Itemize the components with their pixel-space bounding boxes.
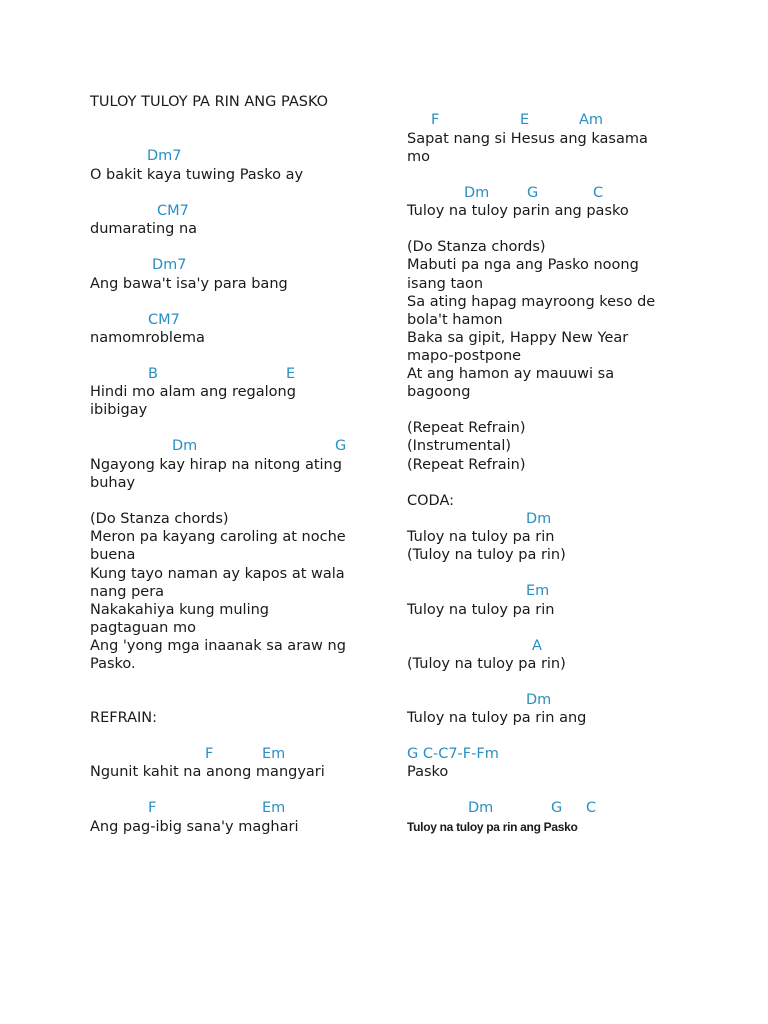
chord: Dm: [526, 692, 552, 708]
chord: G: [527, 185, 539, 201]
chord: Em: [262, 746, 286, 762]
chord: F: [431, 112, 440, 128]
lyric-line: O bakit kaya tuwing Pasko ay: [90, 167, 304, 183]
lyric-line: Sapat nang si Hesus ang kasama: [407, 131, 648, 147]
final-lyric-line: Tuloy na tuloy pa rin ang Pasko: [407, 820, 578, 834]
chord: F: [205, 746, 214, 762]
chord: Em: [262, 800, 286, 816]
chord: E: [286, 366, 296, 382]
chord: A: [532, 638, 542, 654]
chord: Dm7: [147, 148, 182, 164]
lyric-line: Ang bawa't isa'y para bang: [90, 276, 288, 292]
lyric-line: Sa ating hapag mayroong keso de: [407, 294, 656, 310]
chord: CM7: [157, 203, 189, 219]
chord: Dm7: [152, 257, 187, 273]
lyric-line: At ang hamon ay mauuwi sa: [407, 366, 615, 382]
chord: C: [593, 185, 604, 201]
chord: G C-C7-F-Fm: [407, 746, 499, 762]
direction-note: (Instrumental): [407, 438, 512, 454]
lyric-line: buena: [90, 547, 136, 563]
lyric-line: bagoong: [407, 384, 471, 400]
coda-label: CODA:: [407, 493, 454, 509]
lyric-line: buhay: [90, 475, 136, 491]
lyric-line: Tuloy na tuloy pa rin ang: [407, 710, 587, 726]
chord: Am: [579, 112, 604, 128]
chord: C: [586, 800, 597, 816]
chord: F: [148, 800, 157, 816]
lyric-line: Ngunit kahit na anong mangyari: [90, 764, 325, 780]
stanza-note: (Do Stanza chords): [407, 239, 546, 255]
chord: Dm: [172, 438, 198, 454]
lyric-line: Ang 'yong mga inaanak sa araw ng: [90, 638, 346, 654]
chord: Dm: [468, 800, 494, 816]
direction-note: (Repeat Refrain): [407, 420, 526, 436]
lyric-line: mo: [407, 149, 430, 165]
lyric-line: bola't hamon: [407, 312, 503, 328]
lyric-line: Ngayong kay hirap na nitong ating: [90, 457, 342, 473]
song-title: TULOY TULOY PA RIN ANG PASKO: [90, 94, 329, 110]
stanza-note: (Do Stanza chords): [90, 511, 229, 527]
chord: CM7: [148, 312, 180, 328]
direction-note: (Repeat Refrain): [407, 457, 526, 473]
lyric-line: Baka sa gipit, Happy New Year: [407, 330, 629, 346]
chord: B: [148, 366, 158, 382]
lyric-line: dumarating na: [90, 221, 198, 237]
chord: G: [335, 438, 347, 454]
lyric-line: mapo-postpone: [407, 348, 522, 364]
lyric-line: Hindi mo alam ang regalong: [90, 384, 296, 400]
lyric-line: Tuloy na tuloy pa rin: [407, 602, 555, 618]
lyric-line: Ang pag-ibig sana'y maghari: [90, 819, 299, 835]
lyric-line: Pasko.: [90, 656, 136, 672]
lyric-line: Kung tayo naman ay kapos at wala: [90, 566, 345, 582]
lyric-line: pagtaguan mo: [90, 620, 196, 636]
lyric-line: Tuloy na tuloy pa rin: [407, 529, 555, 545]
lyric-line: Tuloy na tuloy parin ang pasko: [407, 203, 629, 219]
lyric-line: Meron pa kayang caroling at noche: [90, 529, 346, 545]
lyric-line: namomroblema: [90, 330, 205, 346]
lyric-line: ibibigay: [90, 402, 148, 418]
chord: Dm: [464, 185, 490, 201]
chord: G: [551, 800, 563, 816]
chord: Em: [526, 583, 550, 599]
refrain-label: REFRAIN:: [90, 710, 157, 726]
lyric-line: Nakakahiya kung muling: [90, 602, 269, 618]
chord: E: [520, 112, 530, 128]
lyric-line: isang taon: [407, 276, 484, 292]
lyric-line: (Tuloy na tuloy pa rin): [407, 656, 566, 672]
lyric-line: Mabuti pa nga ang Pasko noong: [407, 257, 639, 273]
lyric-line: (Tuloy na tuloy pa rin): [407, 547, 566, 563]
lyric-line: Pasko: [407, 764, 449, 780]
lyric-line: nang pera: [90, 584, 165, 600]
chord: Dm: [526, 511, 552, 527]
